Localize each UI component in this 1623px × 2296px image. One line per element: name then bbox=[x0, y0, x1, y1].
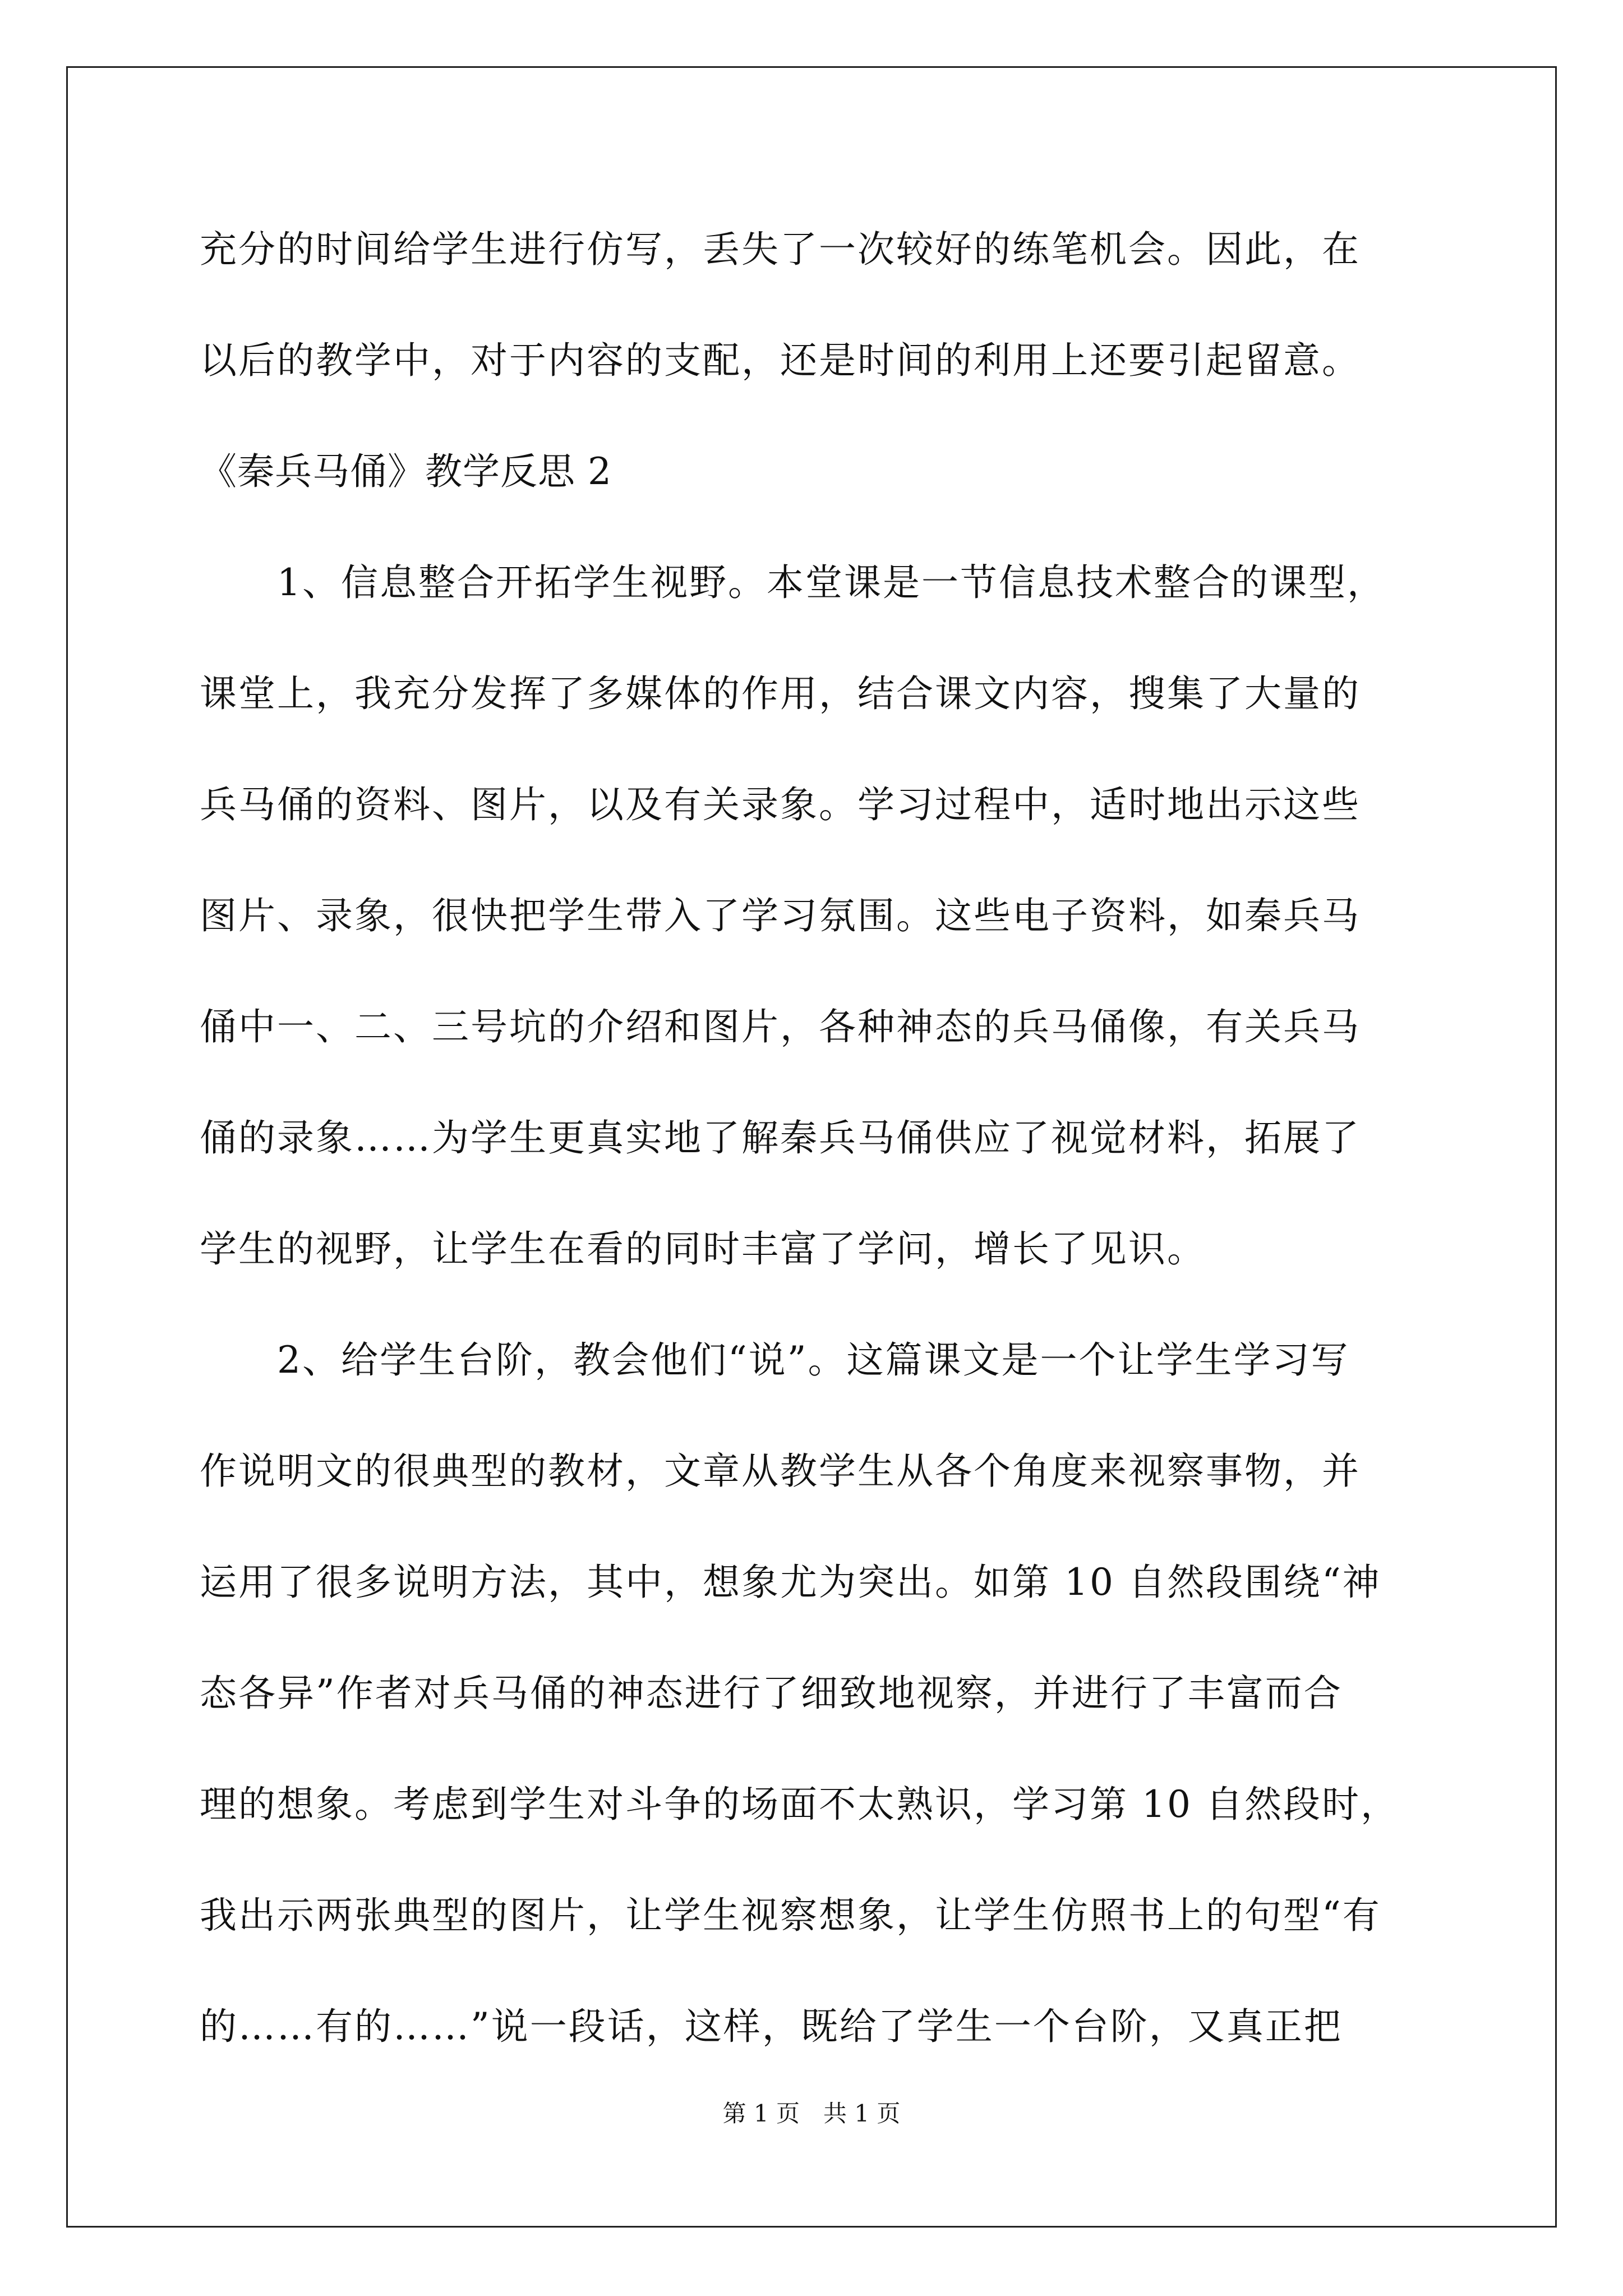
text-line: 充分的时间给学生进行仿写，丢失了一次较好的练笔机会。因此，在 bbox=[200, 228, 1361, 271]
text-line: 俑中一、二、三号坑的介绍和图片，各种神态的兵马俑像，有关兵马 bbox=[200, 1005, 1361, 1048]
section-heading: 《秦兵马俑》教学反思 2 bbox=[200, 450, 612, 493]
text-line: 图片、录象，很快把学生带入了学习氛围。这些电子资料，如秦兵马 bbox=[200, 894, 1361, 937]
text-line: 的……有的……”说一段话，这样，既给了学生一个台阶，又真正把 bbox=[200, 2005, 1343, 2048]
page-footer: 第 1 页 共 1 页 bbox=[722, 2100, 901, 2127]
text-line: 态各异”作者对兵马俑的神态进行了细致地视察，并进行了丰富而合 bbox=[200, 1672, 1343, 1715]
document-body bbox=[200, 222, 1433, 2110]
text-line: 课堂上，我充分发挥了多媒体的作用，结合课文内容，搜集了大量的 bbox=[200, 672, 1361, 715]
text-line: 以后的教学中，对于内容的支配，还是时间的利用上还要引起留意。 bbox=[200, 339, 1361, 382]
text-line: 作说明文的很典型的教材，文章从教学生从各个角度来视察事物，并 bbox=[200, 1450, 1361, 1493]
text-line: 2、给学生台阶，教会他们“说”。这篇课文是一个让学生学习写 bbox=[200, 1338, 1350, 1382]
text-line: 理的想象。考虑到学生对斗争的场面不太熟识，学习第 10 自然段时， bbox=[200, 1783, 1399, 1826]
text-line: 兵马俑的资料、图片，以及有关录象。学习过程中，适时地出示这些 bbox=[200, 783, 1361, 826]
text-line: 俑的录象……为学生更真实地了解秦兵马俑供应了视觉材料，拓展了 bbox=[200, 1116, 1361, 1159]
text-line: 学生的视野，让学生在看的同时丰富了学问，增长了见识。 bbox=[200, 1227, 1206, 1271]
text-line: 运用了很多说明方法，其中，想象尤为突出。如第 10 自然段围绕“神 bbox=[200, 1561, 1381, 1604]
text-line: 我出示两张典型的图片，让学生视察想象，让学生仿照书上的句型“有 bbox=[200, 1894, 1381, 1937]
text-line: 1、信息整合开拓学生视野。本堂课是一节信息技术整合的课型， bbox=[200, 561, 1386, 604]
